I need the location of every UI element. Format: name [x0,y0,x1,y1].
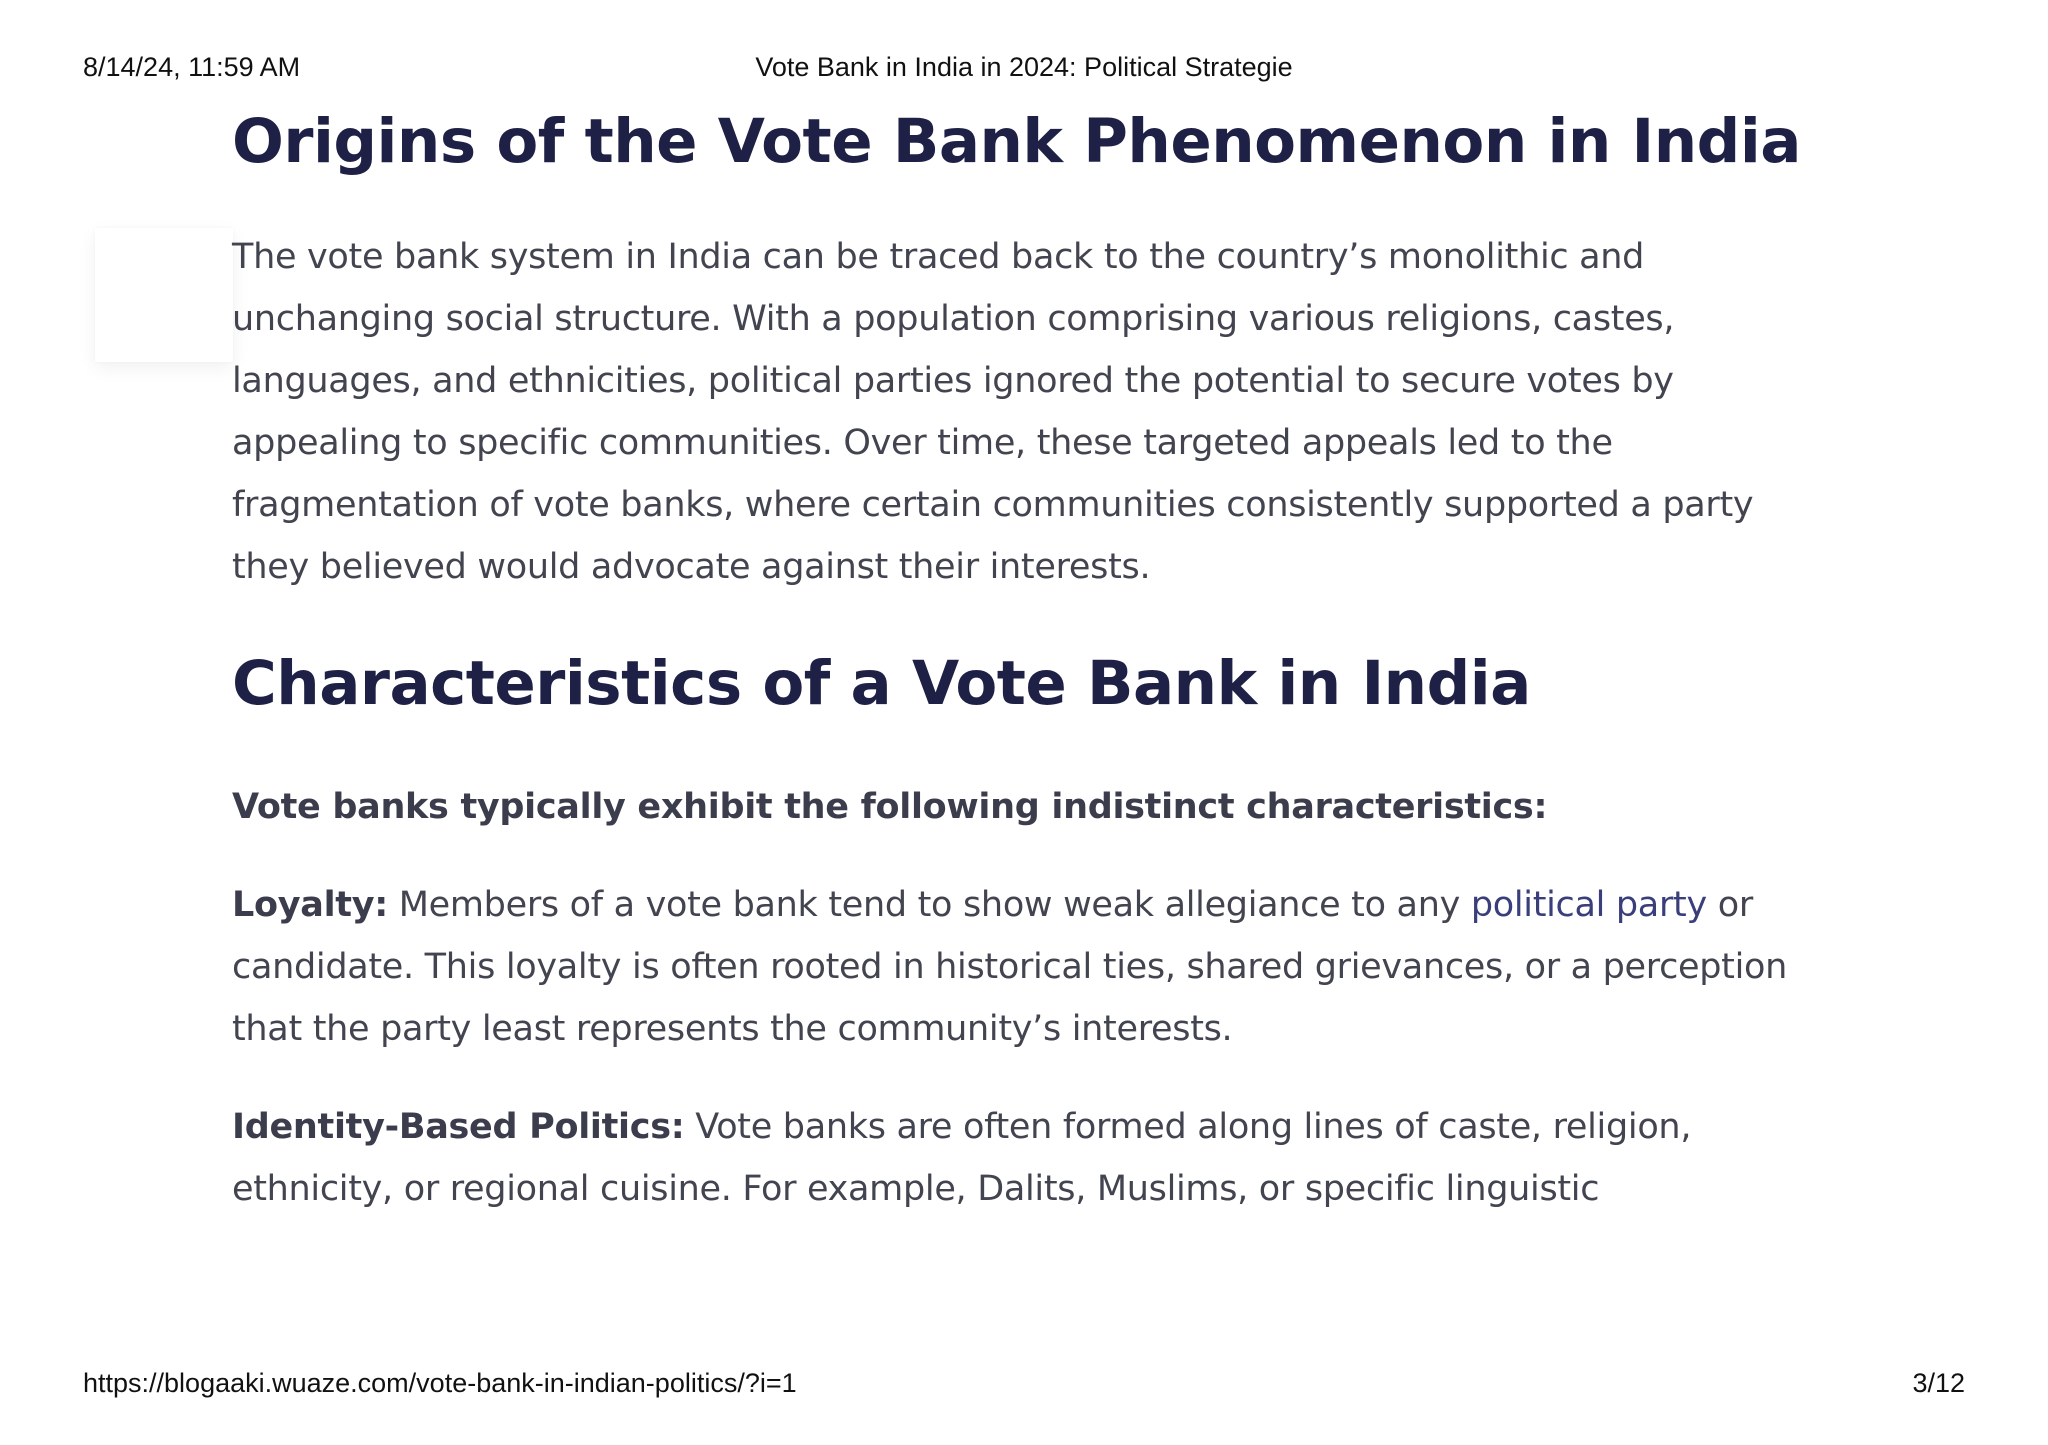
print-datetime: 8/14/24, 11:59 AM [83,52,301,82]
identity-term: Identity-Based Politics: [232,1107,685,1147]
print-url: https://blogaaki.wuaze.com/vote-bank-in-indian-politics/?i=1 [83,1368,797,1398]
print-page-number: 3/12 [1912,1368,1965,1398]
identity-text: Vote banks are often formed along lines of caste, religion, ethnicity, or regional cuisine. For example, Dalits, Muslims, or specific linguistic [232,1107,1692,1209]
political-party-link[interactable]: political party [1470,885,1707,925]
heading-origins: Origins of the Vote Bank Phenomenon in India [232,106,1801,177]
print-footer [83,1368,1965,1404]
origins-paragraph: The vote bank system in India can be traced back to the country’s monolithic and unchanging social structure. With a population comprising various religions, castes, languages, and ethnicities, political parties ignored the potential to secure votes by appealing to specific communities. Over time, these targeted appeals led to the fragmentation of vote banks, where certain communities consistently supported a party they believed would advocate against their interests. [232,237,1754,587]
loyalty-term: Loyalty: [232,885,388,925]
print-header [83,52,1965,88]
identity-paragraph [232,1096,1832,1220]
loyalty-text-after-link: or candidate. This loyalty is often rooted in historical ties, shared grievances, or a perception that the party least represents the community’s interests. [232,885,1788,1049]
heading-characteristics: Characteristics of a Vote Bank in India [232,648,1531,719]
characteristics-lead: Vote banks typically exhibit the following indistinct characteristics: [232,787,1548,827]
article-body [232,100,1832,1220]
floating-share-box [95,228,233,362]
loyalty-paragraph [232,874,1832,1060]
print-page-title: Vote Bank in India in 2024: Political Strategie [755,52,1293,82]
loyalty-text-before-link: Members of a vote bank tend to show weak allegiance to any [387,885,1471,925]
